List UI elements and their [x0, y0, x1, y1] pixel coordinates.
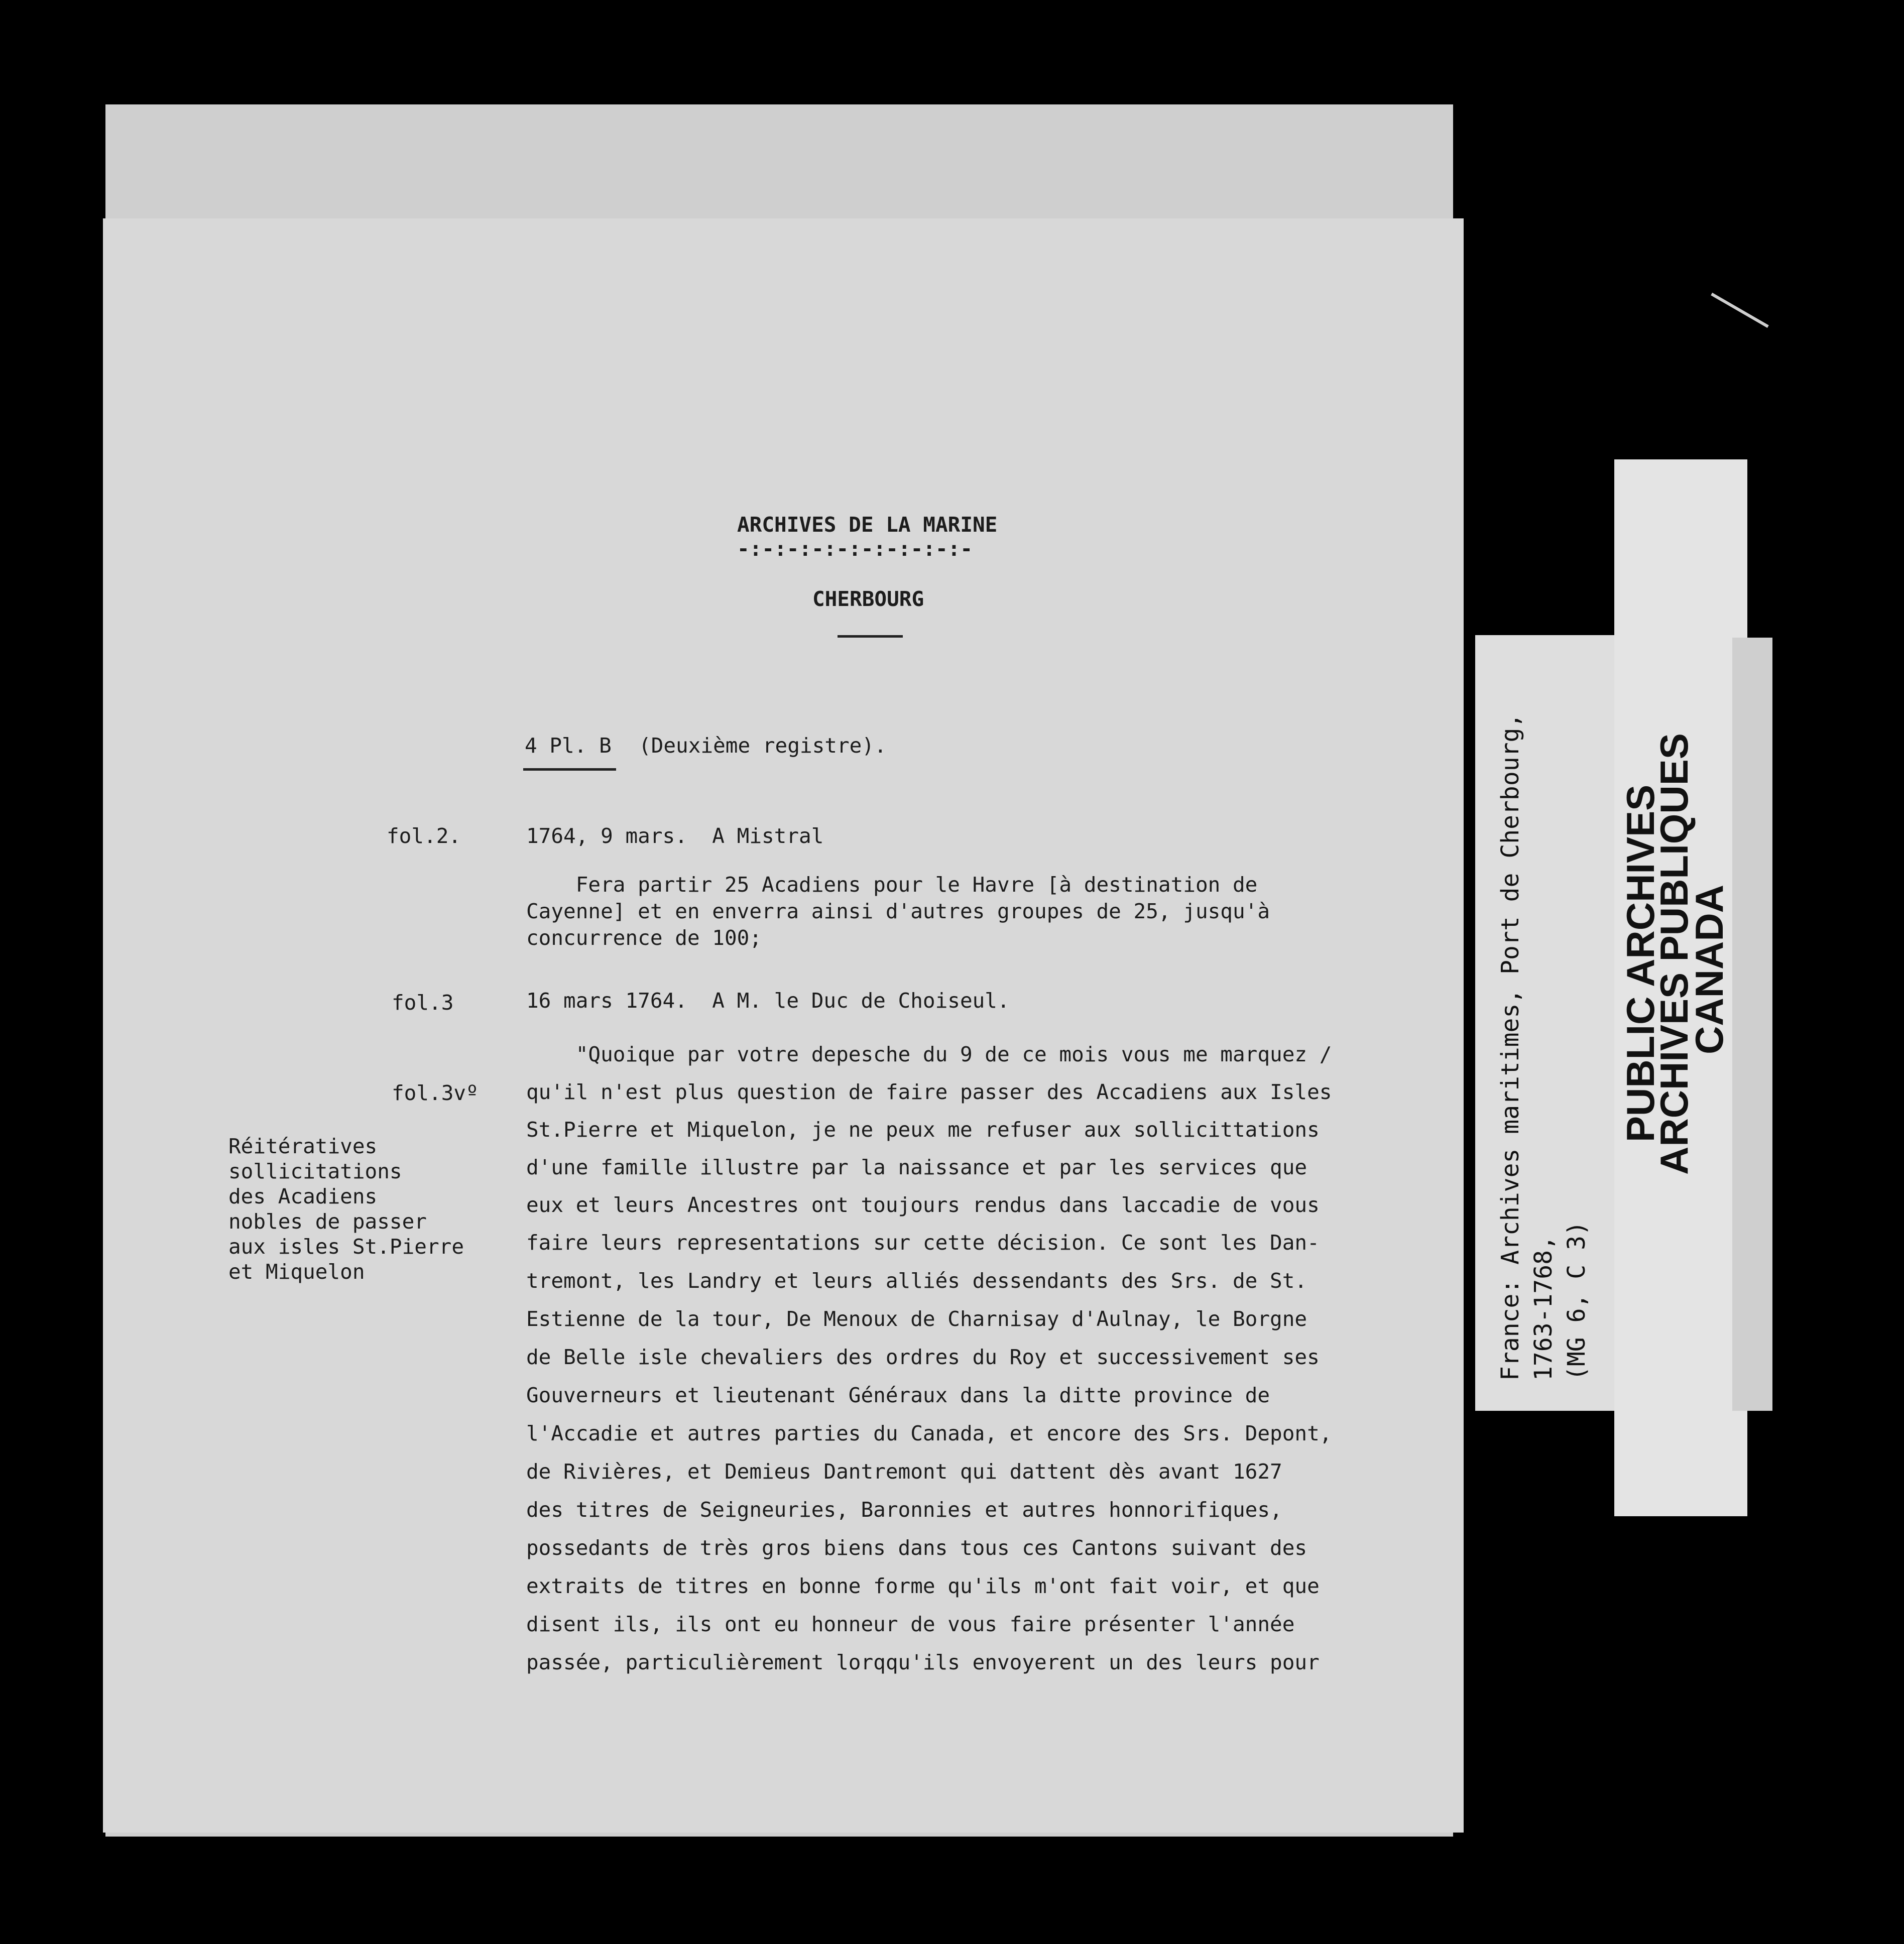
reel-label-line: 1763-1768, — [1529, 1236, 1558, 1381]
letter-line: qu'il n'est plus question de faire passer des Accadiens aux Isles — [526, 1080, 1332, 1104]
stamp-line: ARCHIVES PUBLIQUES — [1652, 733, 1696, 1175]
entry-text-line: Fera partir 25 Acadiens pour le Havre [à destination de — [526, 873, 1258, 897]
folio-label: fol.2. — [387, 824, 461, 848]
letter-line: de Belle isle chevaliers des ordres du Roy et successivement ses — [526, 1345, 1320, 1369]
entry-heading: 1764, 9 mars. A Mistral — [526, 824, 824, 848]
entry-heading: 16 mars 1764. A M. le Duc de Choiseul. — [526, 989, 1010, 1013]
reel-label-line: (MG 6, C 3) — [1563, 1221, 1591, 1381]
archive-title: ARCHIVES DE LA MARINE — [737, 513, 998, 537]
entry-text-line: Cayenne] et en enverra ainsi d'autres groupes de 25, jusqu'à — [526, 899, 1270, 923]
folio-label: fol.3 — [392, 991, 454, 1015]
reel-label-line: France: Archives maritimes, Port de Cherbourg, — [1496, 713, 1524, 1381]
margin-note-line: et Miquelon — [228, 1260, 365, 1284]
letter-line: disent ils, ils ont eu honneur de vous faire présenter l'année — [526, 1612, 1295, 1636]
letter-line: Estienne de la tour, De Menoux de Charnisay d'Aulnay, le Borgne — [526, 1307, 1307, 1331]
letter-line: faire leurs representations sur cette décision. Ce sont les Dan- — [526, 1231, 1320, 1255]
title-ornament: -:-:-:-:-:-:-:-:-:- — [737, 537, 973, 561]
stamp-line: CANADA — [1687, 885, 1731, 1054]
letter-line: Gouverneurs et lieutenant Généraux dans la ditte province de — [526, 1383, 1270, 1407]
label-edge — [1732, 638, 1772, 1411]
entry-text-line: concurrence de 100; — [526, 926, 762, 950]
title-rule — [838, 635, 903, 638]
margin-note-line: des Acadiens — [228, 1184, 378, 1208]
letter-line: l'Accadie et autres parties du Canada, et encore des Srs. Depont, — [526, 1421, 1332, 1445]
letter-line: des titres de Seigneuries, Baronnies et autres honnorifiques, — [526, 1498, 1282, 1522]
register-underline — [523, 768, 616, 771]
location-title: CHERBOURG — [812, 587, 924, 611]
letter-line: possedants de très gros biens dans tous ces Cantons suivant des — [526, 1536, 1307, 1560]
stamp-line: PUBLIC ARCHIVES — [1618, 784, 1662, 1142]
register-reference: 4 Pl. B — [525, 734, 612, 758]
letter-line: d'une famille illustre par la naissance et par les services que — [526, 1155, 1307, 1179]
letter-line: "Quoique par votre depesche du 9 de ce mois vous me marquez / — [526, 1042, 1332, 1066]
letter-line: passée, particulièrement lorqqu'ils envoyerent un des leurs pour — [526, 1650, 1320, 1674]
margin-note-line: nobles de passer — [228, 1209, 427, 1234]
letter-line: eux et leurs Ancestres ont toujours rendus dans laccadie de vous — [526, 1193, 1320, 1217]
letter-line: extraits de titres en bonne forme qu'ils m'ont fait voir, et que — [526, 1574, 1320, 1598]
letter-line: de Rivières, et Demieus Dantremont qui dattent dès avant 1627 — [526, 1460, 1282, 1484]
folio-label: fol.3vº — [392, 1081, 479, 1105]
letter-line: St.Pierre et Miquelon, je ne peux me refuser aux sollicittations — [526, 1118, 1320, 1142]
film-scratch — [1711, 293, 1769, 328]
margin-note-line: Réitératives — [228, 1134, 378, 1158]
margin-note-line: sollicitations — [228, 1159, 402, 1183]
letter-line: tremont, les Landry et leurs alliés dessendants des Srs. de St. — [526, 1269, 1307, 1293]
margin-note-line: aux isles St.Pierre — [228, 1235, 464, 1259]
register-note: (Deuxième registre). — [639, 734, 887, 758]
